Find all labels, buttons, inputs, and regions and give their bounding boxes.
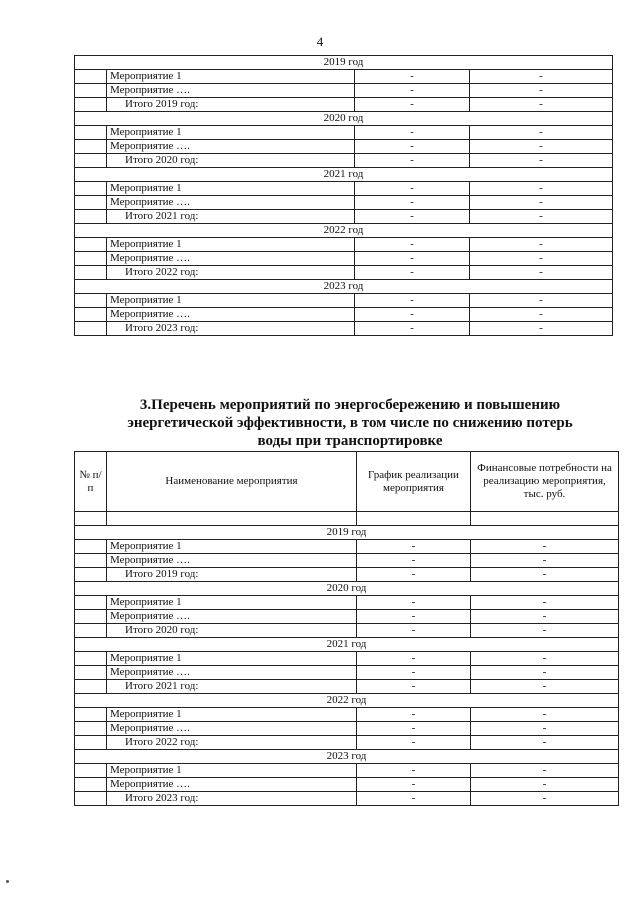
year-row — [75, 112, 613, 126]
activity-name-cell: Мероприятие …. — [107, 196, 355, 210]
table-row — [75, 540, 619, 554]
table-row — [75, 182, 613, 196]
top-plan-table — [74, 55, 613, 336]
num-cell — [75, 182, 107, 196]
activity-name-cell: Мероприятие 1 — [107, 708, 357, 722]
energy-saving-table — [74, 451, 619, 806]
table-row — [75, 666, 619, 680]
table-row — [75, 652, 619, 666]
schedule-cell: - — [355, 210, 470, 224]
total-row — [75, 322, 613, 336]
table-row — [75, 708, 619, 722]
activity-name-cell: Итого 2020 год: — [107, 154, 355, 168]
num-cell — [75, 624, 107, 638]
finance-cell: - — [470, 70, 613, 84]
schedule-cell: - — [355, 126, 470, 140]
activity-name-cell: Итого 2020 год: — [107, 624, 357, 638]
activity-name-cell: Мероприятие 1 — [107, 70, 355, 84]
table-row — [75, 308, 613, 322]
table-row — [75, 294, 613, 308]
total-row — [75, 680, 619, 694]
finance-cell: - — [470, 196, 613, 210]
total-row — [75, 154, 613, 168]
schedule-cell: - — [357, 596, 471, 610]
num-cell — [75, 154, 107, 168]
num-cell — [75, 84, 107, 98]
year-label: 2019 год — [75, 526, 619, 540]
blank-row — [75, 512, 619, 526]
num-cell — [75, 708, 107, 722]
activity-name-cell: Мероприятие …. — [107, 140, 355, 154]
finance-cell: - — [471, 568, 619, 582]
schedule-cell: - — [355, 154, 470, 168]
table-row — [75, 238, 613, 252]
schedule-cell: - — [355, 322, 470, 336]
schedule-cell: - — [355, 294, 470, 308]
finance-cell: - — [470, 140, 613, 154]
num-cell — [75, 210, 107, 224]
finance-cell: - — [471, 666, 619, 680]
year-label: 2022 год — [75, 694, 619, 708]
schedule-cell: - — [355, 98, 470, 112]
total-row — [75, 736, 619, 750]
schedule-cell: - — [355, 84, 470, 98]
num-cell — [75, 196, 107, 210]
activity-name-cell: Итого 2022 год: — [107, 266, 355, 280]
activity-name-cell: Мероприятие …. — [107, 252, 355, 266]
schedule-cell: - — [357, 708, 471, 722]
finance-cell: - — [471, 596, 619, 610]
finance-cell: - — [471, 764, 619, 778]
header-finance: Финансовые потребности на реализацию мероприятия, тыс. руб. — [471, 452, 619, 512]
num-cell — [75, 722, 107, 736]
finance-cell: - — [470, 266, 613, 280]
total-row — [75, 210, 613, 224]
table-row — [75, 722, 619, 736]
activity-name-cell: Итого 2019 год: — [107, 98, 355, 112]
table-row — [75, 84, 613, 98]
activity-name-cell: Мероприятие …. — [107, 778, 357, 792]
table-row — [75, 610, 619, 624]
year-label: 2021 год — [75, 168, 613, 182]
total-row — [75, 792, 619, 806]
num-cell — [75, 266, 107, 280]
activity-name-cell: Мероприятие …. — [107, 722, 357, 736]
year-label: 2023 год — [75, 280, 613, 294]
activity-name-cell: Мероприятие 1 — [107, 540, 357, 554]
activity-name-cell: Мероприятие …. — [107, 610, 357, 624]
energy-saving-table-body — [75, 526, 619, 806]
table-row — [75, 596, 619, 610]
finance-cell: - — [470, 98, 613, 112]
blank-cell — [471, 512, 619, 526]
year-label: 2023 год — [75, 750, 619, 764]
finance-cell: - — [470, 154, 613, 168]
num-cell — [75, 554, 107, 568]
schedule-cell: - — [357, 680, 471, 694]
schedule-cell: - — [357, 554, 471, 568]
year-row — [75, 280, 613, 294]
activity-name-cell: Мероприятие …. — [107, 84, 355, 98]
finance-cell: - — [470, 84, 613, 98]
schedule-cell: - — [357, 764, 471, 778]
activity-name-cell: Мероприятие 1 — [107, 182, 355, 196]
finance-cell: - — [471, 736, 619, 750]
num-cell — [75, 666, 107, 680]
total-row — [75, 624, 619, 638]
page-number: 4 — [316, 34, 324, 49]
blank-cell — [107, 512, 357, 526]
activity-name-cell: Мероприятие 1 — [107, 238, 355, 252]
table-row — [75, 778, 619, 792]
num-cell — [75, 294, 107, 308]
num-cell — [75, 238, 107, 252]
year-label: 2019 год — [75, 56, 613, 70]
activity-name-cell: Мероприятие 1 — [107, 652, 357, 666]
year-row — [75, 526, 619, 540]
schedule-cell: - — [355, 70, 470, 84]
table-row — [75, 764, 619, 778]
total-row — [75, 568, 619, 582]
num-cell — [75, 322, 107, 336]
schedule-cell: - — [355, 196, 470, 210]
blank-cell — [75, 512, 107, 526]
activity-name-cell: Мероприятие …. — [107, 554, 357, 568]
finance-cell: - — [471, 554, 619, 568]
activity-name-cell: Итого 2023 год: — [107, 322, 355, 336]
num-cell — [75, 308, 107, 322]
finance-cell: - — [471, 722, 619, 736]
year-row — [75, 694, 619, 708]
year-row — [75, 56, 613, 70]
num-cell — [75, 596, 107, 610]
finance-cell: - — [470, 126, 613, 140]
header-schedule: График реализации мероприятия — [357, 452, 471, 512]
schedule-cell: - — [355, 266, 470, 280]
finance-cell: - — [470, 252, 613, 266]
scan-speck — [6, 880, 9, 883]
schedule-cell: - — [357, 568, 471, 582]
year-label: 2021 год — [75, 638, 619, 652]
finance-cell: - — [471, 792, 619, 806]
schedule-cell: - — [355, 238, 470, 252]
finance-cell: - — [471, 540, 619, 554]
schedule-cell: - — [357, 778, 471, 792]
table-row — [75, 70, 613, 84]
num-cell — [75, 126, 107, 140]
num-cell — [75, 568, 107, 582]
finance-cell: - — [471, 624, 619, 638]
table-row — [75, 554, 619, 568]
schedule-cell: - — [355, 252, 470, 266]
header-name: Наименование мероприятия — [107, 452, 357, 512]
year-label: 2020 год — [75, 112, 613, 126]
finance-cell: - — [470, 210, 613, 224]
schedule-cell: - — [357, 624, 471, 638]
num-cell — [75, 680, 107, 694]
year-label: 2020 год — [75, 582, 619, 596]
finance-cell: - — [470, 238, 613, 252]
activity-name-cell: Итого 2019 год: — [107, 568, 357, 582]
blank-cell — [357, 512, 471, 526]
total-row — [75, 98, 613, 112]
finance-cell: - — [470, 294, 613, 308]
schedule-cell: - — [357, 792, 471, 806]
year-row — [75, 168, 613, 182]
schedule-cell: - — [357, 610, 471, 624]
table-row — [75, 140, 613, 154]
finance-cell: - — [471, 610, 619, 624]
num-cell — [75, 70, 107, 84]
finance-cell: - — [470, 322, 613, 336]
schedule-cell: - — [357, 540, 471, 554]
activity-name-cell: Мероприятие 1 — [107, 294, 355, 308]
schedule-cell: - — [357, 666, 471, 680]
year-row — [75, 750, 619, 764]
schedule-cell: - — [355, 182, 470, 196]
activity-name-cell: Мероприятие …. — [107, 308, 355, 322]
num-cell — [75, 764, 107, 778]
year-row — [75, 224, 613, 238]
year-label: 2022 год — [75, 224, 613, 238]
num-cell — [75, 792, 107, 806]
activity-name-cell: Мероприятие …. — [107, 666, 357, 680]
header-num: № п/п — [75, 452, 107, 512]
finance-cell: - — [471, 778, 619, 792]
num-cell — [75, 736, 107, 750]
section-heading: 3.Перечень мероприятий по энергосбережению и повышению энергетической эффективности, в том числе по снижению потерь воды при транспортировке — [127, 397, 573, 449]
finance-cell: - — [471, 680, 619, 694]
top-plan-table-body — [75, 56, 613, 336]
year-row — [75, 582, 619, 596]
num-cell — [75, 652, 107, 666]
schedule-cell: - — [355, 140, 470, 154]
schedule-cell: - — [357, 722, 471, 736]
num-cell — [75, 140, 107, 154]
activity-name-cell: Мероприятие 1 — [107, 596, 357, 610]
activity-name-cell: Итого 2023 год: — [107, 792, 357, 806]
num-cell — [75, 610, 107, 624]
activity-name-cell: Мероприятие 1 — [107, 126, 355, 140]
finance-cell: - — [470, 182, 613, 196]
activity-name-cell: Мероприятие 1 — [107, 764, 357, 778]
total-row — [75, 266, 613, 280]
num-cell — [75, 540, 107, 554]
schedule-cell: - — [355, 308, 470, 322]
num-cell — [75, 98, 107, 112]
activity-name-cell: Итого 2022 год: — [107, 736, 357, 750]
finance-cell: - — [471, 652, 619, 666]
table-row — [75, 126, 613, 140]
finance-cell: - — [471, 708, 619, 722]
table-row — [75, 252, 613, 266]
schedule-cell: - — [357, 652, 471, 666]
table-row — [75, 196, 613, 210]
year-row — [75, 638, 619, 652]
activity-name-cell: Итого 2021 год: — [107, 210, 355, 224]
num-cell — [75, 252, 107, 266]
num-cell — [75, 778, 107, 792]
schedule-cell: - — [357, 736, 471, 750]
table-header-row — [75, 452, 619, 512]
activity-name-cell: Итого 2021 год: — [107, 680, 357, 694]
finance-cell: - — [470, 308, 613, 322]
